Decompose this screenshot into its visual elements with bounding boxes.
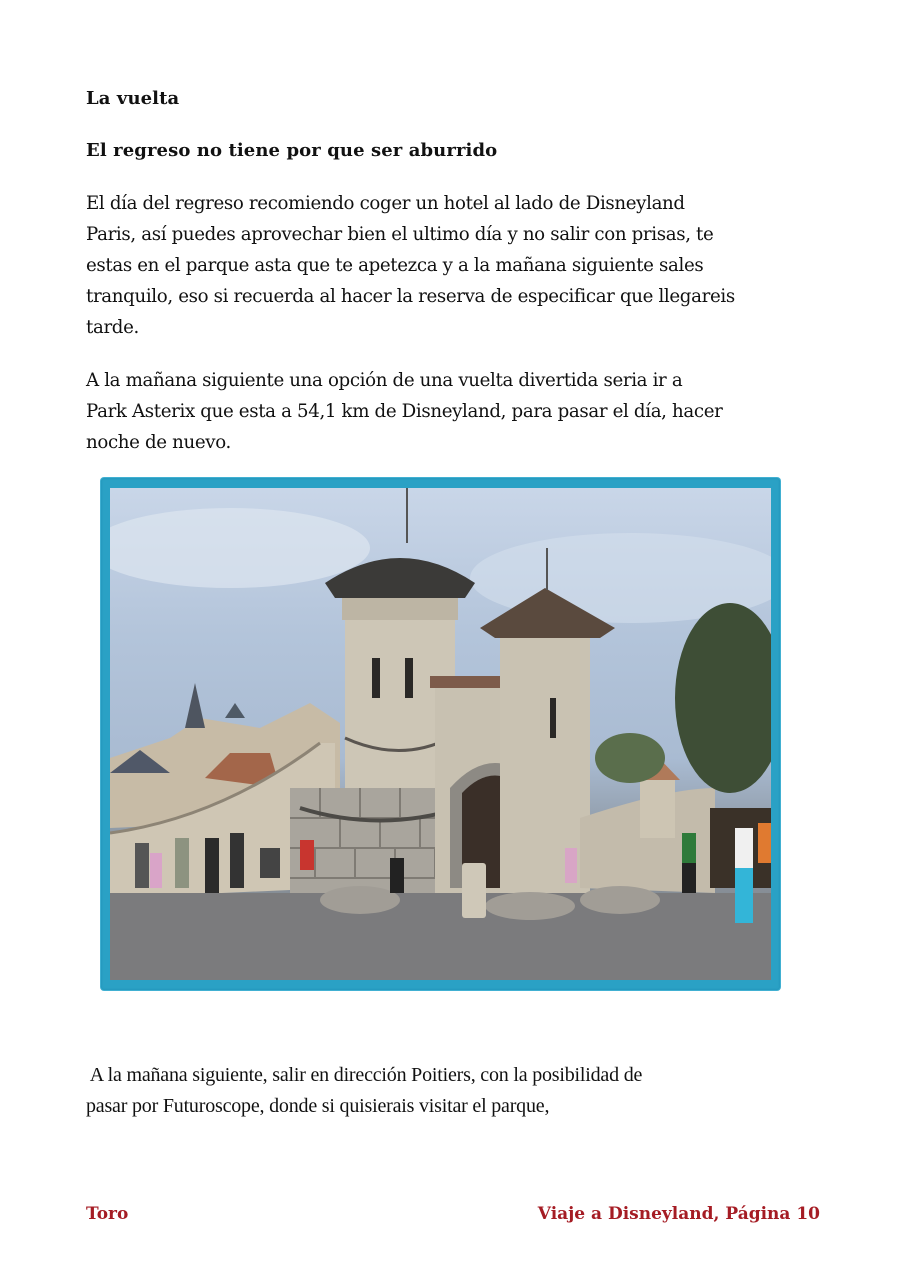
footer-author: Toro bbox=[86, 1204, 129, 1224]
section-subheading: El regreso no tiene por que ser aburrido bbox=[86, 140, 498, 161]
text-line: tarde. bbox=[86, 317, 139, 338]
text-line: estas en el parque asta que te apetezca y a la mañana siguiente sales bbox=[86, 255, 704, 276]
paragraph-futuroscope bbox=[86, 1060, 831, 1122]
footer-page-number: Viaje a Disneyland, Página 10 bbox=[537, 1204, 820, 1224]
photo-frame bbox=[101, 478, 780, 990]
section-heading: La vuelta bbox=[86, 88, 180, 109]
park-asterix-castle-photo bbox=[110, 488, 771, 980]
paragraph-return-hotel bbox=[86, 188, 831, 343]
text-line: tranquilo, eso si recuerda al hacer la reserva de especificar que llegareis bbox=[86, 286, 735, 307]
text-line: El día del regreso recomiendo coger un hotel al lado de Disneyland bbox=[86, 193, 685, 214]
text-line: noche de nuevo. bbox=[86, 432, 231, 453]
text-line: Park Asterix que esta a 54,1 km de Disneyland, para pasar el día, hacer bbox=[86, 401, 723, 422]
text-line: Paris, así puedes aprovechar bien el ultimo día y no salir con prisas, te bbox=[86, 224, 714, 245]
text-line: A la mañana siguiente, salir en dirección Poitiers, con la posibilidad de bbox=[86, 1064, 643, 1086]
paragraph-park-asterix bbox=[86, 365, 831, 458]
text-line: A la mañana siguiente una opción de una vuelta divertida seria ir a bbox=[86, 370, 683, 391]
text-line: pasar por Futuroscope, donde si quisierais visitar el parque, bbox=[86, 1095, 550, 1117]
